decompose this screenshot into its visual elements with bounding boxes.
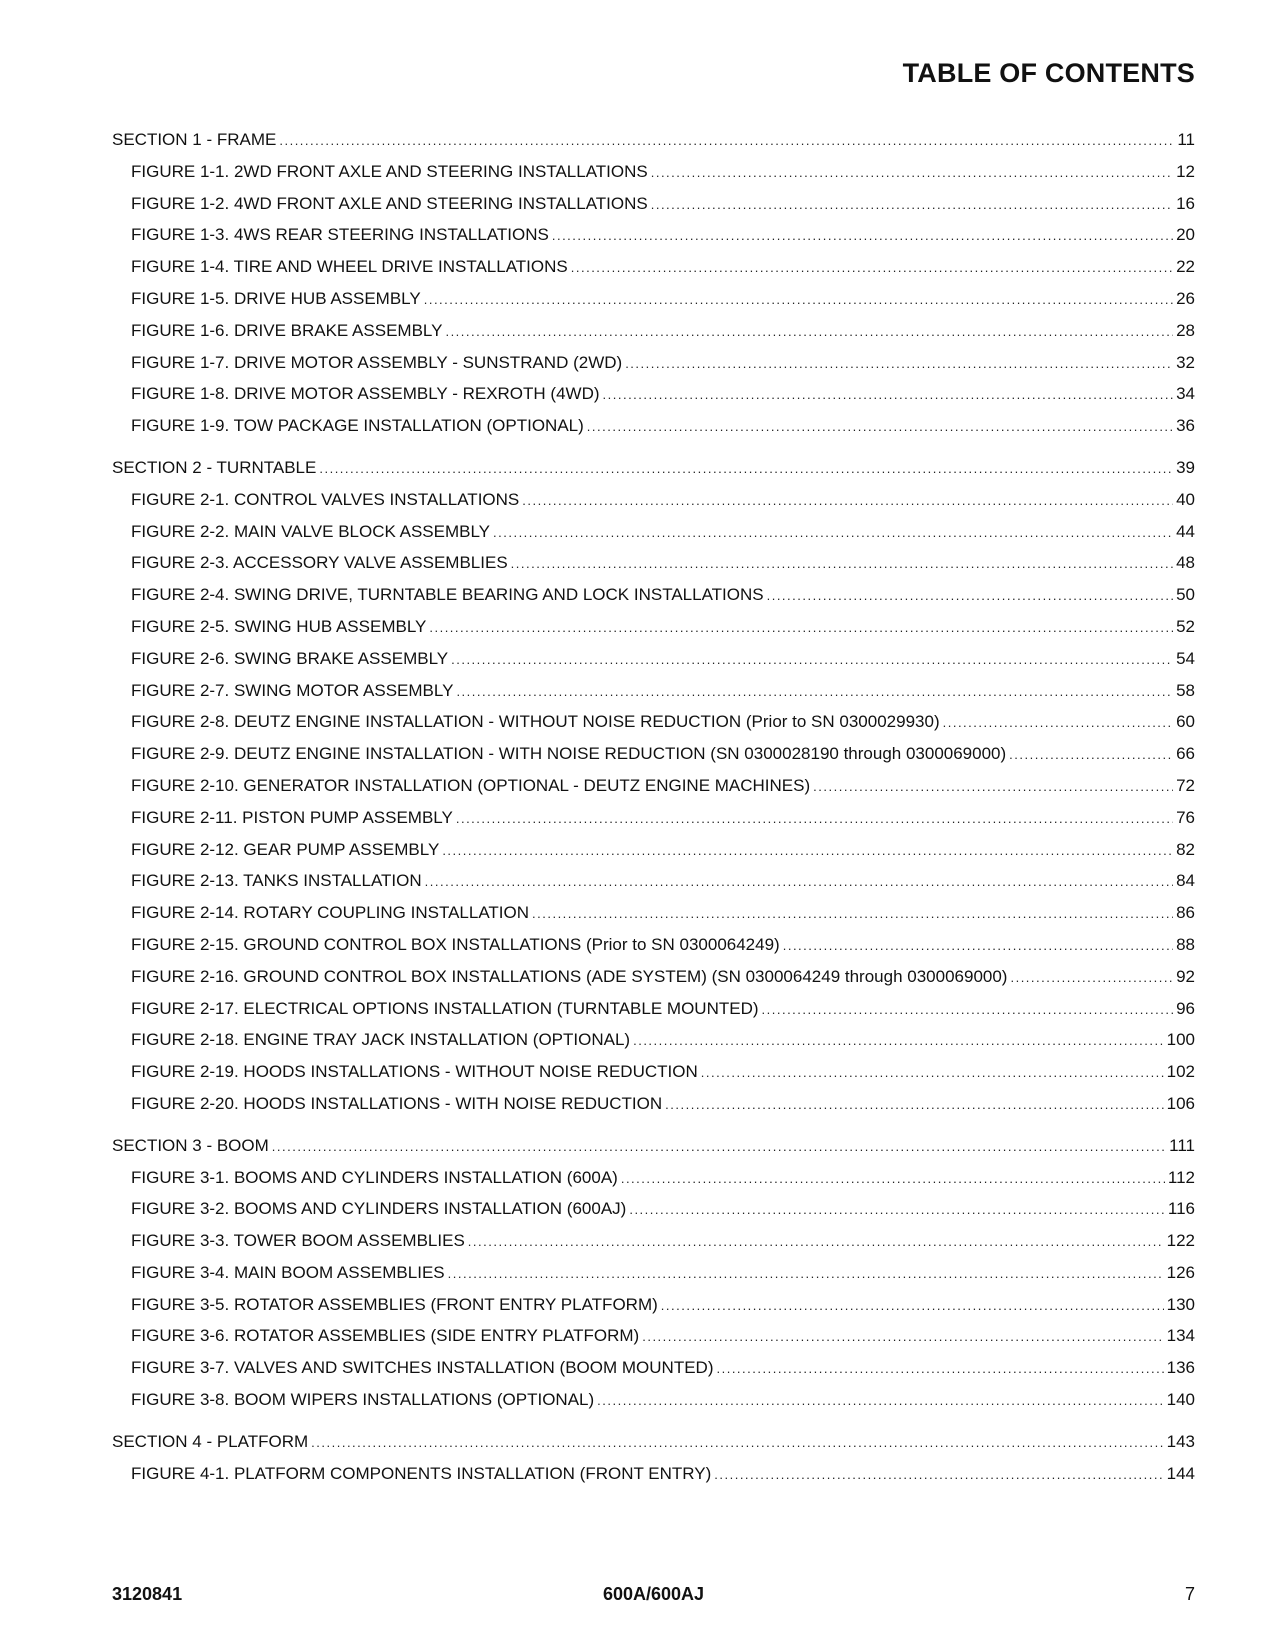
toc-entry-page: 44 xyxy=(1176,521,1195,541)
toc-figure-entry[interactable] xyxy=(112,384,1195,416)
toc-entry-page: 92 xyxy=(1176,966,1195,986)
toc-entry-label: SECTION 4 - PLATFORM xyxy=(112,1431,309,1451)
toc-dot-leader xyxy=(1010,970,1173,985)
toc-entry-page: 76 xyxy=(1176,807,1195,827)
toc-entry-page: 102 xyxy=(1166,1062,1195,1082)
toc-entry-label: SECTION 3 - BOOM xyxy=(112,1135,269,1155)
toc-entry-page: 130 xyxy=(1166,1294,1195,1314)
toc-dot-leader xyxy=(532,906,1173,921)
toc-dot-leader xyxy=(319,461,1173,476)
toc-dot-leader xyxy=(442,843,1173,858)
toc-entry-label: FIGURE 2-13. TANKS INSTALLATION xyxy=(131,871,422,891)
toc-entry-page: 40 xyxy=(1176,489,1195,509)
toc-dot-leader xyxy=(424,292,1173,307)
toc-figure-entry[interactable] xyxy=(112,416,1195,448)
page-title: TABLE OF CONTENTS xyxy=(902,58,1195,88)
footer-model: 600A/600AJ xyxy=(602,1584,705,1604)
toc-entry-label: FIGURE 2-18. ENGINE TRAY JACK INSTALLATION (OPTIONAL) xyxy=(131,1030,631,1050)
toc-dot-leader xyxy=(571,260,1173,275)
toc-dot-leader xyxy=(701,1065,1164,1080)
toc-dot-leader xyxy=(552,228,1173,243)
toc-figure-entry[interactable] xyxy=(112,321,1195,353)
toc-entry-label: FIGURE 3-3. TOWER BOOM ASSEMBLIES xyxy=(131,1231,465,1251)
toc-entry-label: FIGURE 3-6. ROTATOR ASSEMBLIES (SIDE ENTRY PLATFORM) xyxy=(131,1326,640,1346)
toc-figure-entry[interactable] xyxy=(112,967,1195,999)
toc-entry-page: 58 xyxy=(1176,680,1195,700)
toc-figure-entry[interactable] xyxy=(112,289,1195,321)
toc-entry-label: FIGURE 1-4. TIRE AND WHEEL DRIVE INSTALLATIONS xyxy=(131,257,568,277)
toc-dot-leader xyxy=(642,1329,1163,1344)
toc-entry-label: FIGURE 2-6. SWING BRAKE ASSEMBLY xyxy=(131,648,449,668)
toc-entry-label: FIGURE 3-4. MAIN BOOM ASSEMBLIES xyxy=(131,1262,445,1282)
toc-dot-leader xyxy=(522,493,1173,508)
toc-dot-leader xyxy=(629,1202,1165,1217)
toc-figure-entry[interactable] xyxy=(112,585,1195,617)
toc-dot-leader xyxy=(468,1234,1164,1249)
toc-entry-label: FIGURE 2-9. DEUTZ ENGINE INSTALLATION - WITH NOISE REDUCTION (SN 0300028190 through 0300069000) xyxy=(131,744,1007,764)
toc-entry-page: 26 xyxy=(1176,288,1195,308)
toc-figure-entry[interactable] xyxy=(112,617,1195,649)
toc-entry-page: 136 xyxy=(1166,1358,1195,1378)
toc-section-entry[interactable] xyxy=(112,1432,1195,1464)
toc-dot-leader xyxy=(767,588,1173,603)
toc-figure-entry[interactable] xyxy=(112,1464,1195,1496)
toc-entry-page: 22 xyxy=(1176,257,1195,277)
toc-entry-label: FIGURE 2-8. DEUTZ ENGINE INSTALLATION - WITHOUT NOISE REDUCTION (Prior to SN 0300029930) xyxy=(131,712,940,732)
toc-entry-label: FIGURE 2-12. GEAR PUMP ASSEMBLY xyxy=(131,839,440,859)
toc-dot-leader xyxy=(272,1139,1166,1154)
toc-dot-leader xyxy=(429,620,1173,635)
toc-figure-entry[interactable] xyxy=(112,194,1195,226)
toc-figure-entry[interactable] xyxy=(112,1295,1195,1327)
toc-figure-entry[interactable] xyxy=(112,999,1195,1031)
toc-figure-entry[interactable] xyxy=(112,553,1195,585)
toc-dot-leader xyxy=(783,938,1173,953)
toc-figure-entry[interactable] xyxy=(112,1094,1195,1126)
toc-entry-page: 50 xyxy=(1176,585,1195,605)
page-footer xyxy=(112,1584,1195,1608)
toc-entry-page: 82 xyxy=(1176,839,1195,859)
toc-dot-leader xyxy=(597,1393,1163,1408)
toc-figure-entry[interactable] xyxy=(112,681,1195,713)
toc-figure-entry[interactable] xyxy=(112,744,1195,776)
toc-entry-label: FIGURE 1-9. TOW PACKAGE INSTALLATION (OPTIONAL) xyxy=(131,416,584,436)
toc-figure-entry[interactable] xyxy=(112,1030,1195,1062)
toc-entry-label: FIGURE 3-5. ROTATOR ASSEMBLIES (FRONT ENTRY PLATFORM) xyxy=(131,1294,658,1314)
toc-figure-entry[interactable] xyxy=(112,935,1195,967)
toc-dot-leader xyxy=(456,811,1173,826)
toc-figure-entry[interactable] xyxy=(112,225,1195,257)
toc-figure-entry[interactable] xyxy=(112,1168,1195,1200)
toc-section-entry[interactable] xyxy=(112,130,1195,162)
toc-entry-label: FIGURE 2-15. GROUND CONTROL BOX INSTALLATIONS (Prior to SN 0300064249) xyxy=(131,934,780,954)
toc-entry-page: 96 xyxy=(1176,998,1195,1018)
toc-dot-leader xyxy=(625,356,1173,371)
toc-figure-entry[interactable] xyxy=(112,808,1195,840)
toc-dot-leader xyxy=(603,387,1174,402)
toc-entry-label: FIGURE 2-1. CONTROL VALVES INSTALLATIONS xyxy=(131,489,520,509)
toc-dot-leader xyxy=(716,1361,1163,1376)
toc-entry-page: 134 xyxy=(1166,1326,1195,1346)
toc-entry-label: FIGURE 1-3. 4WS REAR STEERING INSTALLATIONS xyxy=(131,225,549,245)
toc-figure-entry[interactable] xyxy=(112,776,1195,808)
table-of-contents xyxy=(112,130,1195,1495)
toc-entry-page: 16 xyxy=(1176,193,1195,213)
toc-dot-leader xyxy=(456,684,1173,699)
toc-entry-page: 60 xyxy=(1176,712,1195,732)
toc-figure-entry[interactable] xyxy=(112,522,1195,554)
toc-entry-label: FIGURE 1-7. DRIVE MOTOR ASSEMBLY - SUNSTRAND (2WD) xyxy=(131,352,623,372)
toc-entry-label: FIGURE 1-6. DRIVE BRAKE ASSEMBLY xyxy=(131,320,443,340)
toc-entry-label: FIGURE 4-1. PLATFORM COMPONENTS INSTALLATION (FRONT ENTRY) xyxy=(131,1463,712,1483)
toc-entry-page: 28 xyxy=(1176,320,1195,340)
toc-entry-page: 106 xyxy=(1166,1093,1195,1113)
toc-entry-page: 84 xyxy=(1176,871,1195,891)
toc-entry-page: 52 xyxy=(1176,616,1195,636)
toc-entry-page: 48 xyxy=(1176,553,1195,573)
toc-entry-page: 11 xyxy=(1177,130,1195,149)
toc-figure-entry[interactable] xyxy=(112,649,1195,681)
toc-dot-leader xyxy=(425,874,1173,889)
toc-figure-entry[interactable] xyxy=(112,257,1195,289)
toc-entry-page: 54 xyxy=(1176,648,1195,668)
toc-figure-entry[interactable] xyxy=(112,490,1195,522)
toc-figure-entry[interactable] xyxy=(112,1263,1195,1295)
toc-entry-label: FIGURE 2-4. SWING DRIVE, TURNTABLE BEARING AND LOCK INSTALLATIONS xyxy=(131,585,764,605)
footer-doc-number: 3120841 xyxy=(112,1584,183,1604)
toc-entry-page: 72 xyxy=(1176,775,1195,795)
toc-entry-label: FIGURE 2-11. PISTON PUMP ASSEMBLY xyxy=(131,807,453,827)
toc-dot-leader xyxy=(1009,747,1173,762)
toc-entry-page: 126 xyxy=(1166,1262,1195,1282)
toc-entry-page: 39 xyxy=(1176,457,1195,477)
toc-entry-page: 122 xyxy=(1166,1231,1195,1251)
toc-entry-label: FIGURE 3-1. BOOMS AND CYLINDERS INSTALLATION (600A) xyxy=(131,1167,618,1187)
toc-entry-page: 116 xyxy=(1167,1199,1195,1219)
toc-entry-label: FIGURE 2-20. HOODS INSTALLATIONS - WITH NOISE REDUCTION xyxy=(131,1093,663,1113)
toc-entry-label: FIGURE 2-17. ELECTRICAL OPTIONS INSTALLATION (TURNTABLE MOUNTED) xyxy=(131,998,759,1018)
toc-entry-page: 12 xyxy=(1176,161,1195,181)
toc-entry-label: FIGURE 1-2. 4WD FRONT AXLE AND STEERING INSTALLATIONS xyxy=(131,193,648,213)
toc-entry-label: FIGURE 3-2. BOOMS AND CYLINDERS INSTALLATION (600AJ) xyxy=(131,1199,627,1219)
toc-dot-leader xyxy=(511,556,1173,571)
toc-dot-leader xyxy=(665,1097,1163,1112)
toc-entry-label: FIGURE 2-16. GROUND CONTROL BOX INSTALLATIONS (ADE SYSTEM) (SN 0300064249 through 0300069000) xyxy=(131,966,1008,986)
toc-entry-label: FIGURE 3-7. VALVES AND SWITCHES INSTALLATION (BOOM MOUNTED) xyxy=(131,1358,714,1378)
toc-dot-leader xyxy=(451,652,1173,667)
toc-dot-leader xyxy=(943,715,1173,730)
toc-entry-label: FIGURE 2-3. ACCESSORY VALVE ASSEMBLIES xyxy=(131,553,508,573)
toc-entry-label: SECTION 1 - FRAME xyxy=(112,130,277,149)
toc-figure-entry[interactable] xyxy=(112,1231,1195,1263)
toc-figure-entry[interactable] xyxy=(112,1199,1195,1231)
toc-dot-leader xyxy=(651,197,1173,212)
toc-entry-page: 143 xyxy=(1166,1431,1195,1451)
toc-entry-page: 34 xyxy=(1176,384,1195,404)
toc-figure-entry[interactable] xyxy=(112,712,1195,744)
toc-dot-leader xyxy=(651,165,1173,180)
toc-figure-entry[interactable] xyxy=(112,871,1195,903)
toc-entry-label: FIGURE 2-14. ROTARY COUPLING INSTALLATION xyxy=(131,903,530,923)
toc-entry-page: 140 xyxy=(1166,1390,1195,1410)
toc-entry-label: FIGURE 2-7. SWING MOTOR ASSEMBLY xyxy=(131,680,454,700)
toc-entry-label: FIGURE 2-2. MAIN VALVE BLOCK ASSEMBLY xyxy=(131,521,491,541)
toc-entry-page: 32 xyxy=(1176,352,1195,372)
toc-entry-page: 36 xyxy=(1176,416,1195,436)
toc-entry-page: 144 xyxy=(1166,1463,1195,1483)
toc-entry-label: FIGURE 2-5. SWING HUB ASSEMBLY xyxy=(131,616,427,636)
toc-dot-leader xyxy=(448,1266,1164,1281)
toc-figure-entry[interactable] xyxy=(112,353,1195,385)
toc-entry-page: 86 xyxy=(1176,903,1195,923)
toc-dot-leader xyxy=(813,779,1173,794)
toc-entry-page: 100 xyxy=(1166,1030,1195,1050)
toc-dot-leader xyxy=(445,324,1173,339)
toc-entry-label: FIGURE 2-10. GENERATOR INSTALLATION (OPTIONAL - DEUTZ ENGINE MACHINES) xyxy=(131,775,811,795)
toc-figure-entry[interactable] xyxy=(112,840,1195,872)
toc-figure-entry[interactable] xyxy=(112,1326,1195,1358)
toc-figure-entry[interactable] xyxy=(112,1358,1195,1390)
toc-entry-label: FIGURE 1-1. 2WD FRONT AXLE AND STEERING INSTALLATIONS xyxy=(131,161,648,181)
toc-entry-page: 66 xyxy=(1176,744,1195,764)
toc-dot-leader xyxy=(493,525,1173,540)
toc-entry-page: 88 xyxy=(1176,934,1195,954)
toc-entry-label: FIGURE 2-19. HOODS INSTALLATIONS - WITHOUT NOISE REDUCTION xyxy=(131,1062,698,1082)
toc-entry-page: 20 xyxy=(1176,225,1195,245)
toc-entry-label: FIGURE 3-8. BOOM WIPERS INSTALLATIONS (OPTIONAL) xyxy=(131,1390,595,1410)
footer-page-number: 7 xyxy=(1184,1584,1195,1604)
toc-section-entry[interactable] xyxy=(112,1136,1195,1168)
toc-dot-leader xyxy=(279,133,1174,148)
toc-section-entry[interactable] xyxy=(112,458,1195,490)
toc-dot-leader xyxy=(661,1298,1164,1313)
toc-entry-label: SECTION 2 - TURNTABLE xyxy=(112,457,317,477)
toc-figure-entry[interactable] xyxy=(112,1390,1195,1422)
toc-dot-leader xyxy=(587,419,1173,434)
toc-entry-page: 112 xyxy=(1167,1167,1195,1187)
toc-figure-entry[interactable] xyxy=(112,1062,1195,1094)
toc-entry-page: 111 xyxy=(1169,1135,1195,1155)
toc-dot-leader xyxy=(311,1435,1163,1450)
toc-dot-leader xyxy=(633,1033,1164,1048)
toc-figure-entry[interactable] xyxy=(112,162,1195,194)
toc-dot-leader xyxy=(762,1002,1174,1017)
toc-entry-label: FIGURE 1-8. DRIVE MOTOR ASSEMBLY - REXROTH (4WD) xyxy=(131,384,600,404)
toc-dot-leader xyxy=(714,1467,1163,1482)
toc-dot-leader xyxy=(621,1171,1165,1186)
toc-entry-label: FIGURE 1-5. DRIVE HUB ASSEMBLY xyxy=(131,288,421,308)
toc-figure-entry[interactable] xyxy=(112,903,1195,935)
